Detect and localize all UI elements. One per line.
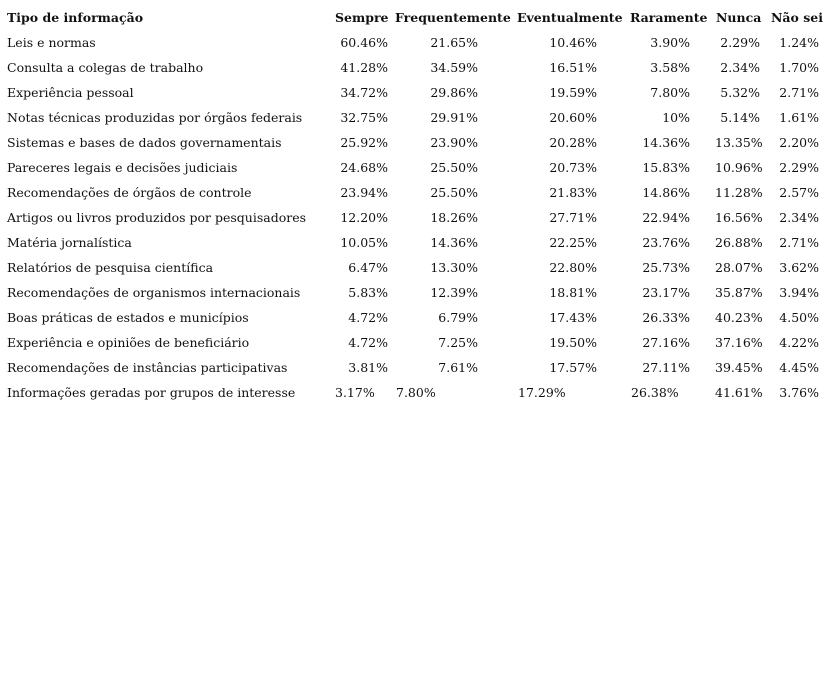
header-raramente: Raramente [630, 10, 708, 25]
value-nao-sei: 2.29% [779, 160, 819, 175]
value-raramente: 25.73% [642, 260, 690, 275]
value-sempre: 12.20% [340, 210, 388, 225]
value-nao-sei: 2.20% [779, 135, 819, 150]
row-label: Boas práticas de estados e municípios [7, 310, 249, 325]
value-nunca: 39.45% [715, 360, 763, 375]
value-sempre: 24.68% [340, 160, 388, 175]
table-header-row [7, 5, 827, 30]
row-label: Sistemas e bases de dados governamentais [7, 135, 282, 150]
value-nunca: 2.34% [720, 60, 760, 75]
header-tipo-de-informacao: Tipo de informação [7, 10, 144, 25]
table-row [7, 330, 827, 355]
value-raramente: 27.11% [642, 360, 690, 375]
value-eventualmente: 22.25% [549, 235, 597, 250]
value-frequentemente: 7.61% [438, 360, 478, 375]
row-label: Relatórios de pesquisa científica [7, 260, 214, 275]
value-raramente: 14.36% [642, 135, 690, 150]
table-row [7, 255, 827, 280]
value-nao-sei: 4.45% [779, 360, 819, 375]
value-sempre: 6.47% [348, 260, 388, 275]
value-raramente: 15.83% [642, 160, 690, 175]
value-nao-sei: 4.22% [779, 335, 819, 350]
value-eventualmente: 21.83% [549, 185, 597, 200]
value-frequentemente: 23.90% [430, 135, 478, 150]
table-row [7, 30, 827, 55]
value-raramente: 10% [662, 110, 690, 125]
value-nunca: 40.23% [715, 310, 763, 325]
table-row [7, 380, 827, 405]
table-row [7, 230, 827, 255]
table-row [7, 55, 827, 80]
value-eventualmente: 19.59% [549, 85, 597, 100]
row-label: Experiência e opiniões de beneficiário [7, 335, 250, 350]
value-eventualmente: 16.51% [549, 60, 597, 75]
value-raramente: 22.94% [642, 210, 690, 225]
table-row [7, 280, 827, 305]
value-raramente: 23.76% [642, 235, 690, 250]
row-label: Consulta a colegas de trabalho [7, 60, 204, 75]
value-frequentemente: 14.36% [430, 235, 478, 250]
value-nunca: 26.88% [715, 235, 763, 250]
value-nao-sei: 3.62% [779, 260, 819, 275]
header-frequentemente: Frequentemente [395, 10, 511, 25]
value-nunca: 10.96% [715, 160, 763, 175]
value-eventualmente: 17.43% [549, 310, 597, 325]
value-frequentemente: 21.65% [430, 35, 478, 50]
row-label: Informações geradas por grupos de interesse [7, 385, 296, 400]
value-nao-sei: 1.61% [779, 110, 819, 125]
row-label: Experiência pessoal [7, 85, 134, 100]
value-raramente: 7.80% [650, 85, 690, 100]
value-sempre: 25.92% [340, 135, 388, 150]
table-row [7, 155, 827, 180]
value-nunca: 2.29% [720, 35, 760, 50]
value-nao-sei: 1.24% [779, 35, 819, 50]
value-nao-sei: 2.57% [779, 185, 819, 200]
row-label: Recomendações de organismos internacionais [7, 285, 301, 300]
row-label: Notas técnicas produzidas por órgãos federais [7, 110, 303, 125]
value-frequentemente: 13.30% [430, 260, 478, 275]
table-row [7, 205, 827, 230]
information-source-table [7, 5, 827, 405]
value-sempre: 60.46% [340, 35, 388, 50]
value-eventualmente: 17.29% [518, 385, 566, 400]
value-frequentemente: 18.26% [430, 210, 478, 225]
header-nao-sei: Não sei [771, 10, 823, 25]
value-eventualmente: 10.46% [549, 35, 597, 50]
value-eventualmente: 22.80% [549, 260, 597, 275]
value-frequentemente: 6.79% [438, 310, 478, 325]
value-nunca: 5.14% [720, 110, 760, 125]
value-frequentemente: 29.91% [430, 110, 478, 125]
value-frequentemente: 12.39% [430, 285, 478, 300]
value-nao-sei: 3.76% [779, 385, 819, 400]
value-raramente: 14.86% [642, 185, 690, 200]
value-raramente: 26.38% [631, 385, 679, 400]
value-sempre: 41.28% [340, 60, 388, 75]
value-frequentemente: 25.50% [430, 160, 478, 175]
value-eventualmente: 17.57% [549, 360, 597, 375]
value-frequentemente: 29.86% [430, 85, 478, 100]
value-eventualmente: 27.71% [549, 210, 597, 225]
value-frequentemente: 34.59% [430, 60, 478, 75]
row-label: Recomendações de instâncias participativas [7, 360, 288, 375]
value-nunca: 28.07% [715, 260, 763, 275]
value-nao-sei: 3.94% [779, 285, 819, 300]
value-raramente: 3.58% [650, 60, 690, 75]
value-sempre: 3.17% [335, 385, 375, 400]
value-frequentemente: 7.25% [438, 335, 478, 350]
value-raramente: 26.33% [642, 310, 690, 325]
value-nunca: 41.61% [715, 385, 763, 400]
value-nao-sei: 2.71% [779, 85, 819, 100]
value-raramente: 27.16% [642, 335, 690, 350]
table-row [7, 180, 827, 205]
table-row [7, 105, 827, 130]
value-sempre: 10.05% [340, 235, 388, 250]
value-sempre: 4.72% [348, 335, 388, 350]
value-nunca: 13.35% [715, 135, 763, 150]
value-nao-sei: 2.71% [779, 235, 819, 250]
value-sempre: 3.81% [348, 360, 388, 375]
value-sempre: 23.94% [340, 185, 388, 200]
header-sempre: Sempre [335, 10, 389, 25]
value-nunca: 11.28% [715, 185, 763, 200]
row-label: Recomendações de órgãos de controle [7, 185, 252, 200]
table-row [7, 80, 827, 105]
value-frequentemente: 7.80% [396, 385, 436, 400]
value-raramente: 3.90% [650, 35, 690, 50]
row-label: Pareceres legais e decisões judiciais [7, 160, 238, 175]
value-raramente: 23.17% [642, 285, 690, 300]
value-sempre: 4.72% [348, 310, 388, 325]
value-nunca: 37.16% [715, 335, 763, 350]
value-frequentemente: 25.50% [430, 185, 478, 200]
value-eventualmente: 20.73% [549, 160, 597, 175]
table-row [7, 355, 827, 380]
value-nunca: 35.87% [715, 285, 763, 300]
value-sempre: 34.72% [340, 85, 388, 100]
value-nunca: 5.32% [720, 85, 760, 100]
value-sempre: 5.83% [348, 285, 388, 300]
header-eventualmente: Eventualmente [517, 10, 623, 25]
table-row [7, 130, 827, 155]
value-nao-sei: 4.50% [779, 310, 819, 325]
value-sempre: 32.75% [340, 110, 388, 125]
value-eventualmente: 20.28% [549, 135, 597, 150]
value-eventualmente: 19.50% [549, 335, 597, 350]
value-nao-sei: 1.70% [779, 60, 819, 75]
table-row [7, 305, 827, 330]
value-eventualmente: 18.81% [549, 285, 597, 300]
header-nunca: Nunca [716, 10, 762, 25]
row-label: Artigos ou livros produzidos por pesquisadores [7, 210, 307, 225]
row-label: Leis e normas [7, 35, 96, 50]
value-nao-sei: 2.34% [779, 210, 819, 225]
value-nunca: 16.56% [715, 210, 763, 225]
table-body [7, 30, 827, 405]
row-label: Matéria jornalística [7, 235, 132, 250]
value-eventualmente: 20.60% [549, 110, 597, 125]
